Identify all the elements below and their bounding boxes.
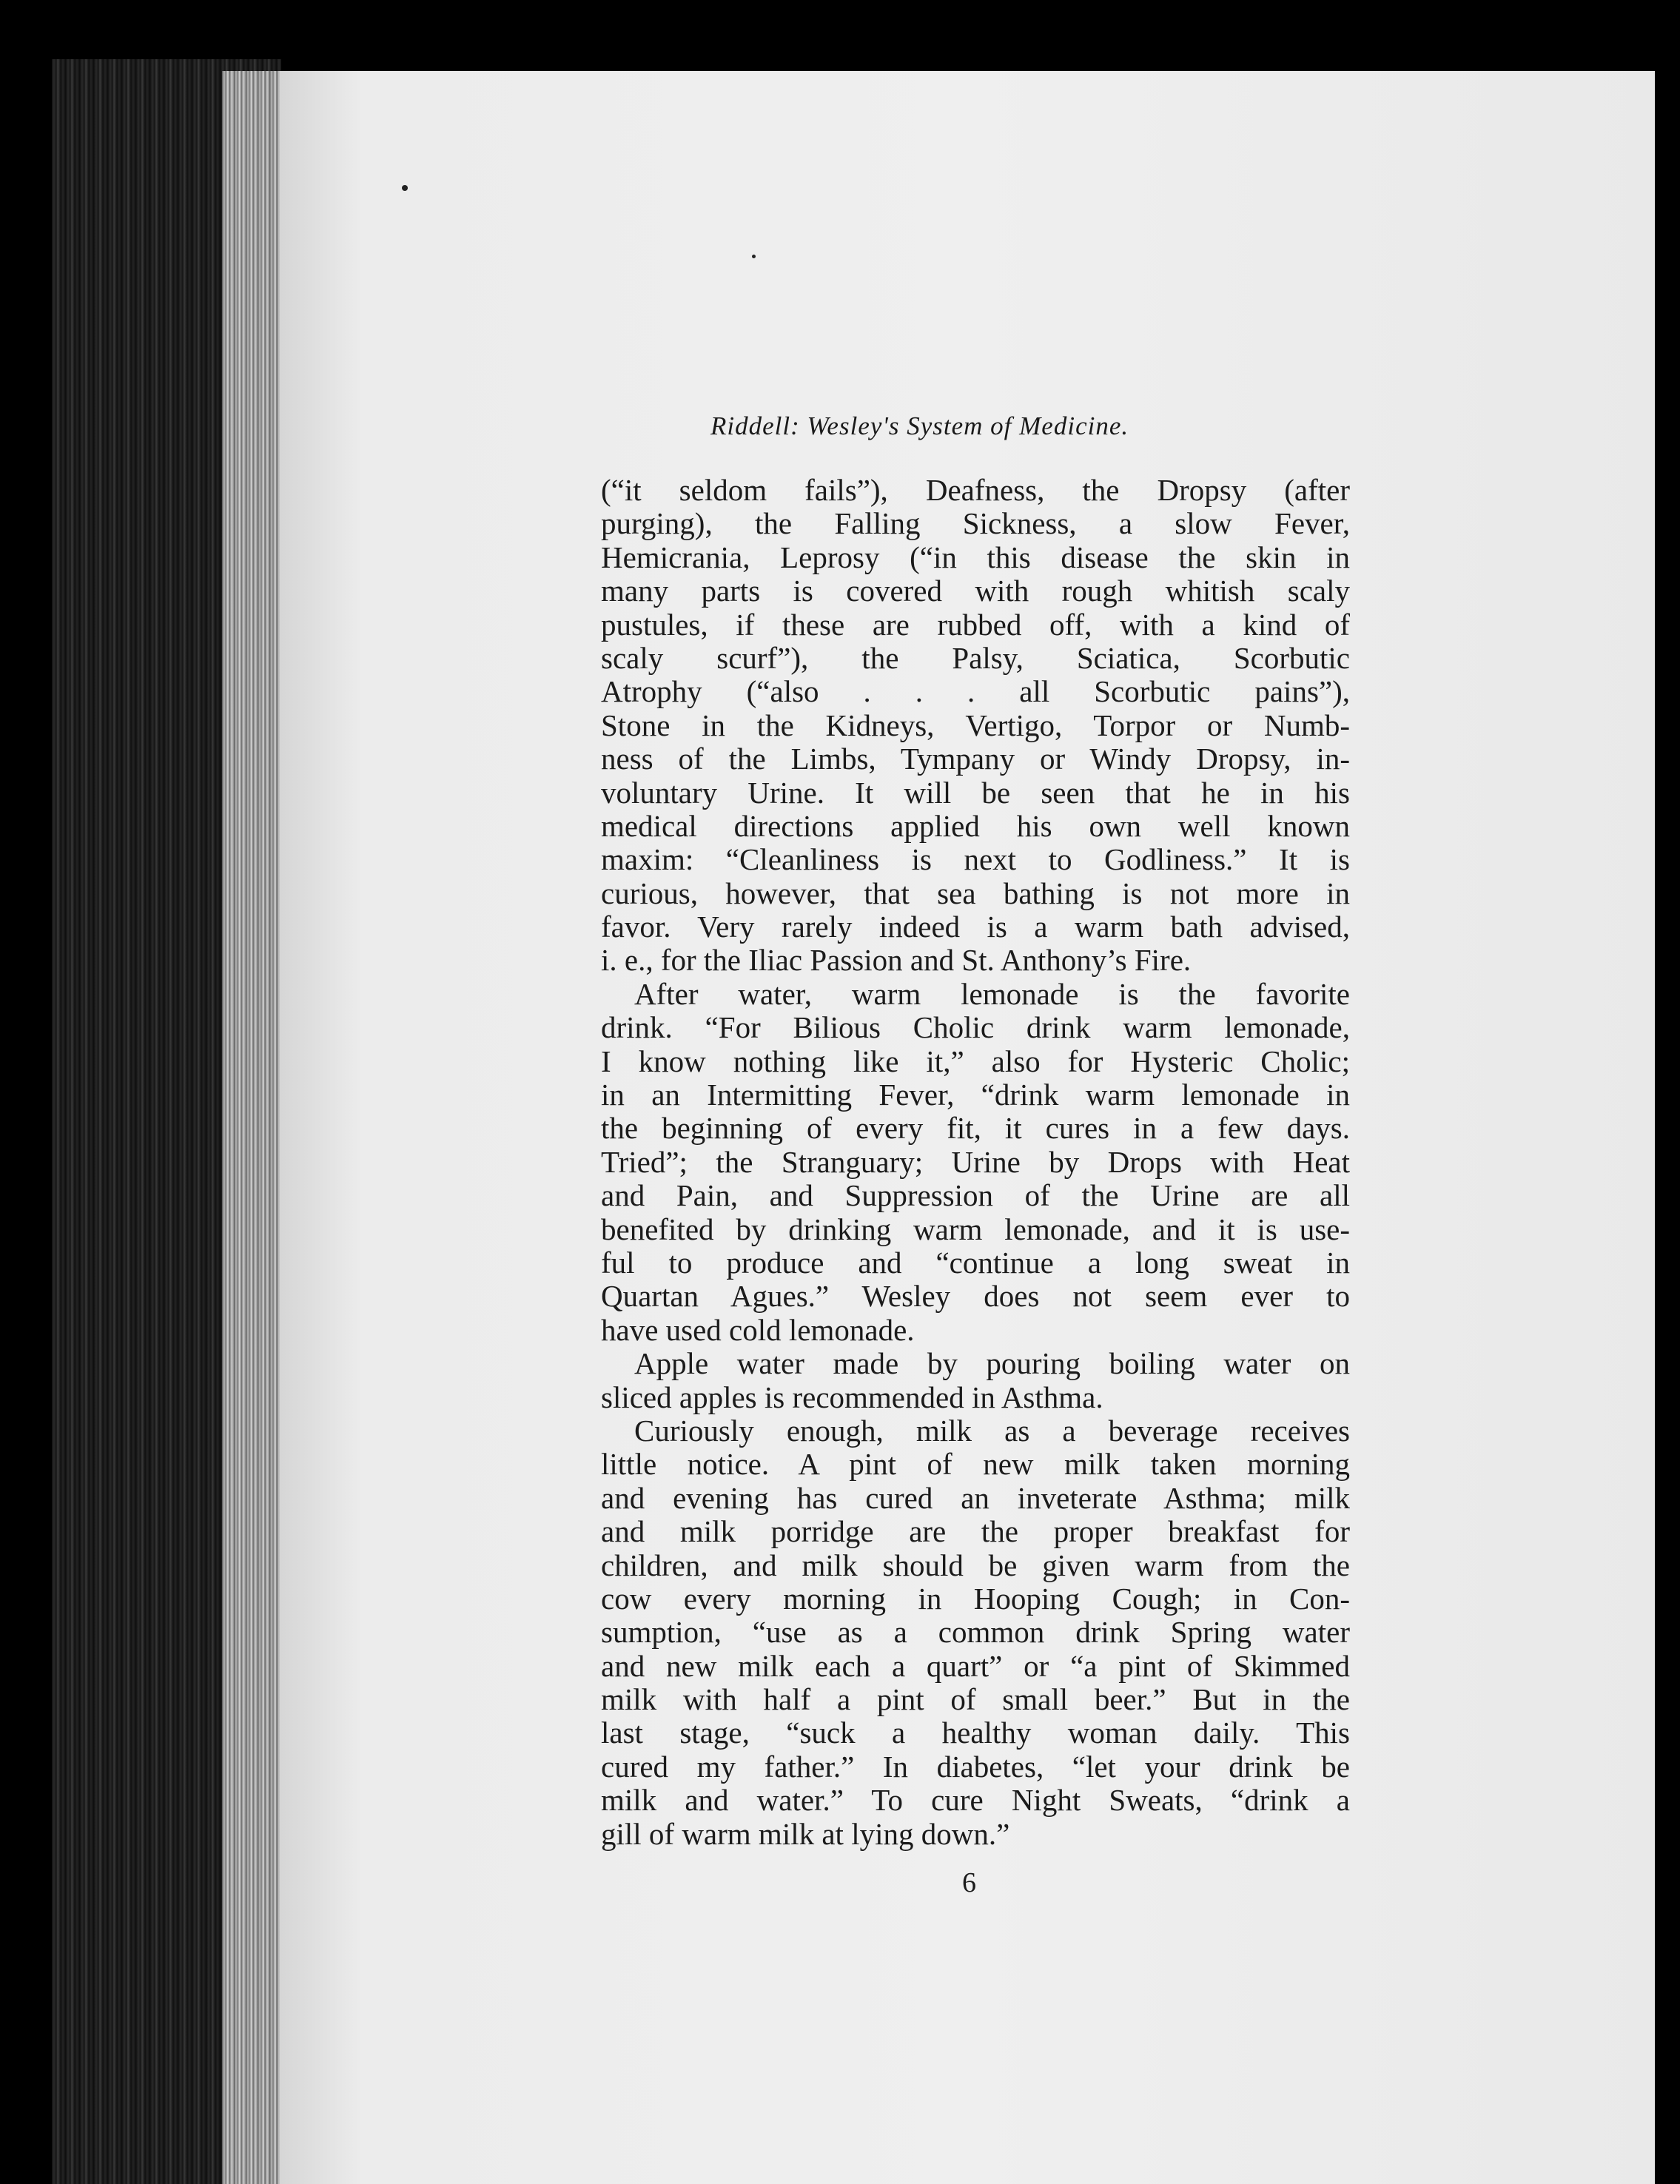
- page-number: 6: [962, 1867, 976, 1898]
- text-line: favor. Very rarely indeed is a warm bath advised,: [601, 910, 1350, 944]
- text-line: many parts is covered with rough whitish scaly: [601, 574, 1350, 608]
- text-line: cow every morning in Hooping Cough; in Con-: [601, 1581, 1350, 1616]
- text-line: Apple water made by pouring boiling water on: [634, 1346, 1350, 1381]
- page-speck: [752, 255, 756, 258]
- page-right-shadow: [1655, 71, 1680, 2184]
- text-line: gill of warm milk at lying down.”: [601, 1816, 1010, 1851]
- text-line: milk and water.” To cure Night Sweats, “drink a: [601, 1783, 1350, 1818]
- text-line: voluntary Urine. It will be seen that he in his: [601, 775, 1350, 810]
- text-line: ness of the Limbs, Tympany or Windy Dropsy, in-: [601, 742, 1350, 776]
- text-line: and new milk each a quart” or “a pint of Skimmed: [601, 1648, 1350, 1683]
- text-line: Stone in the Kidneys, Vertigo, Torpor or Numb-: [601, 708, 1350, 742]
- text-line: in an Intermitting Fever, “drink warm lemonade in: [601, 1078, 1350, 1112]
- page-speck: [402, 185, 408, 191]
- text-line: purging), the Falling Sickness, a slow Fever,: [601, 506, 1350, 541]
- text-line: have used cold lemonade.: [601, 1312, 915, 1347]
- running-head: Riddell: Wesley's System of Medicine.: [710, 411, 1129, 440]
- text-line: sumption, “use as a common drink Spring water: [601, 1615, 1350, 1650]
- text-line: benefited by drinking warm lemonade, and it is use-: [601, 1212, 1350, 1246]
- text-line: I know nothing like it,” also for Hysteric Cholic;: [601, 1044, 1350, 1078]
- text-line: milk with half a pint of small beer.” But in the: [601, 1682, 1350, 1717]
- text-line: Atrophy (“also . . . all Scorbutic pains”),: [601, 674, 1350, 709]
- text-line: and milk porridge are the proper breakfast for: [601, 1514, 1350, 1549]
- text-line: and evening has cured an inveterate Asthma; milk: [601, 1480, 1350, 1515]
- text-line: Hemicrania, Leprosy (“in this disease the skin in: [601, 540, 1350, 574]
- text-line: cured my father.” In diabetes, “let your drink be: [601, 1749, 1350, 1784]
- book-page-edges-light: [222, 71, 281, 2184]
- text-line: curious, however, that sea bathing is not more in: [601, 876, 1350, 910]
- text-line: children, and milk should be given warm from the: [601, 1548, 1350, 1582]
- text-line: After water, warm lemonade is the favorite: [634, 976, 1350, 1011]
- text-line: sliced apples is recommended in Asthma.: [601, 1380, 1103, 1414]
- text-line: last stage, “suck a healthy woman daily. This: [601, 1716, 1350, 1750]
- text-line: little notice. A pint of new milk taken morning: [601, 1447, 1350, 1482]
- text-line: scaly scurf”), the Palsy, Sciatica, Scorbutic: [601, 640, 1350, 675]
- body-text: [601, 474, 1350, 1851]
- text-line: the beginning of every fit, it cures in a few days.: [601, 1111, 1350, 1146]
- text-line: (“it seldom fails”), Deafness, the Dropsy (after: [601, 473, 1350, 507]
- text-line: Quartan Agues.” Wesley does not seem ever to: [601, 1279, 1350, 1314]
- text-line: Curiously enough, milk as a beverage receives: [634, 1413, 1350, 1448]
- text-line: pustules, if these are rubbed off, with a kind of: [601, 607, 1350, 642]
- text-line: drink. “For Bilious Cholic drink warm lemonade,: [601, 1010, 1350, 1045]
- text-line: medical directions applied his own well known: [601, 808, 1350, 843]
- text-line: ful to produce and “continue a long sweat in: [601, 1245, 1350, 1280]
- text-line: Tried”; the Stranguary; Urine by Drops with Heat: [601, 1144, 1350, 1179]
- text-line: maxim: “Cleanliness is next to Godliness.” It is: [601, 842, 1350, 877]
- text-line: and Pain, and Suppression of the Urine are all: [601, 1178, 1350, 1213]
- text-line: i. e., for the Iliac Passion and St. Anthony’s Fire.: [601, 943, 1192, 978]
